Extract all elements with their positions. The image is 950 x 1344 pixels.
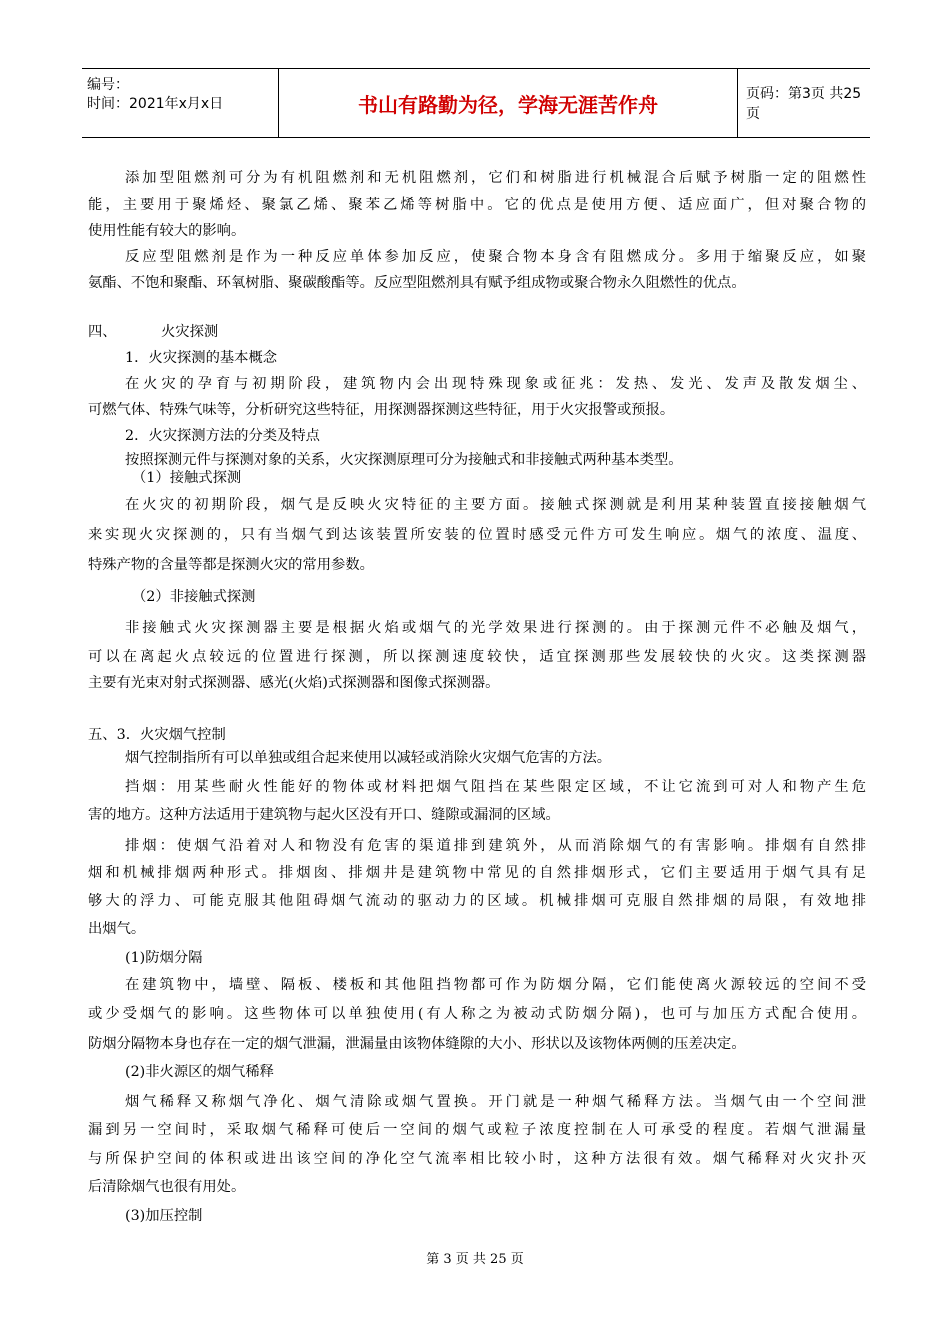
paragraph-line: 排烟：使烟气沿着对人和物没有危害的渠道排到建筑外，从而消除烟气的有害影响。排烟有自然排 <box>125 838 866 854</box>
doc-number-label: 编号： <box>87 77 129 93</box>
paragraph-line: 烟和机械排烟两种形式。排烟囱、排烟井是建筑物中常见的自然排烟形式，它们主要适用于烟气具有足 <box>88 865 866 881</box>
paragraph-line: 主要有光束对射式探测器、感光(火焰)式探测器和图像式探测器。 <box>88 675 500 691</box>
paragraph-line: 与所保护空间的体积或进出该空间的净化空气流率相比较小时，这种方法很有效。烟气稀释对火灾扑灭 <box>88 1151 866 1167</box>
subsection-heading: 1．火灾探测的基本概念 <box>125 350 278 366</box>
paragraph-line: 或少受烟气的影响。这些物体可以单独使用(有人称之为被动式防烟分隔)，也可与加压方式配合使用。 <box>88 1006 866 1022</box>
paragraph-line: 非接触式火灾探测器主要是根据火焰或烟气的光学效果进行探测的。由于探测元件不必触及烟气， <box>125 620 866 636</box>
paragraph-line: 来实现火灾探测的，只有当烟气到达该装置所安装的位置时感受元件方可发生响应。烟气的浓度、温度、 <box>88 527 866 543</box>
subsection-heading: （1）接触式探测 <box>132 470 242 486</box>
paragraph-line: 在火灾的孕育与初期阶段，建筑物内会出现特殊现象或征兆：发热、发光、发声及散发烟尘、 <box>125 376 866 392</box>
document-header <box>82 68 870 138</box>
paragraph-line: 反应型阻燃剂是作为一种反应单体参加反应，使聚合物本身含有阻燃成分。多用于缩聚反应，如聚 <box>125 249 866 265</box>
paragraph-line: 烟气控制指所有可以单独或组合起来使用以减轻或消除火灾烟气危害的方法。 <box>125 750 612 766</box>
paragraph-line: 在火灾的初期阶段，烟气是反映火灾特征的主要方面。接触式探测就是利用某种装置直接接触烟气 <box>125 497 866 513</box>
paragraph-line: 出烟气。 <box>88 921 146 937</box>
paragraph-line: 够大的浮力、可能克服其他阻碍烟气流动的驱动力的区域。机械排烟可克服自然排烟的局限，有效地排 <box>88 893 866 909</box>
subsection-heading: (1)防烟分隔 <box>125 950 203 966</box>
subsection-heading: （2）非接触式探测 <box>132 589 256 605</box>
paragraph-line: 漏到另一空间时，采取烟气稀释可使后一空间的烟气或粒子浓度控制在人可承受的程度。若烟气泄漏量 <box>88 1122 866 1138</box>
subsection-heading: 2．火灾探测方法的分类及特点 <box>125 428 320 444</box>
paragraph-line: 按照探测元件与探测对象的关系，火灾探测原理可分为接触式和非接触式两种基本类型。 <box>125 452 683 468</box>
section-number: 四、 <box>88 324 117 340</box>
page-footer: 第 3 页 共 25 页 <box>426 1252 524 1267</box>
paragraph-line: 可以在离起火点较远的位置进行探测，所以探测速度较快，适宜探测那些发展较快的火灾。这类探测器 <box>88 649 866 665</box>
subsection-heading: (2)非火源区的烟气稀释 <box>125 1064 274 1080</box>
section-title: 火灾探测 <box>161 324 219 340</box>
header-motto: 书山有路勤为径，学海无涯苦作舟 <box>278 69 738 137</box>
paragraph-line: 使用性能有较大的影响。 <box>88 223 246 239</box>
paragraph-line: 可燃气体、特殊气味等，分析研究这些特征，用探测器探测这些特征，用于火灾报警或预报。 <box>88 402 675 418</box>
subsection-heading: (3)加压控制 <box>125 1208 203 1224</box>
section-title: 五、3．火灾烟气控制 <box>88 727 226 743</box>
paragraph-line: 挡烟：用某些耐火性能好的物体或材料把烟气阻挡在某些限定区域，不让它流到可对人和物产生危 <box>125 779 866 795</box>
paragraph-line: 添加型阻燃剂可分为有机阻燃剂和无机阻燃剂，它们和树脂进行机械混合后赋予树脂一定的阻燃性 <box>125 170 866 186</box>
paragraph-line: 防烟分隔物本身也存在一定的烟气泄漏，泄漏量由该物体缝隙的大小、形状以及该物体两侧的压差决定。 <box>88 1036 746 1052</box>
doc-date-label: 时间：2021年x月x日 <box>87 96 224 112</box>
paragraph-line: 后清除烟气也很有用处。 <box>88 1179 246 1195</box>
header-page-label: 页码：第3页 共25页 <box>746 86 862 122</box>
paragraph-line: 特殊产物的含量等都是探测火灾的常用参数。 <box>88 557 374 573</box>
paragraph-line: 害的地方。这种方法适用于建筑物与起火区没有开口、缝隙或漏洞的区域。 <box>88 807 560 823</box>
paragraph-line: 氨酯、不饱和聚酯、环氧树脂、聚碳酸酯等。反应型阻燃剂具有赋予组成物或聚合物永久阻燃性的优点。 <box>88 275 746 291</box>
paragraph-line: 烟气稀释又称烟气净化、烟气清除或烟气置换。开门就是一种烟气稀释方法。当烟气由一个空间泄 <box>125 1094 866 1110</box>
paragraph-line: 在建筑物中，墙壁、隔板、楼板和其他阻挡物都可作为防烟分隔，它们能使离火源较远的空间不受 <box>125 977 866 993</box>
paragraph-line: 能，主要用于聚烯烃、聚氯乙烯、聚苯乙烯等树脂中。它的优点是使用方便、适应面广，但对聚合物的 <box>88 197 866 213</box>
header-info <box>82 69 278 137</box>
